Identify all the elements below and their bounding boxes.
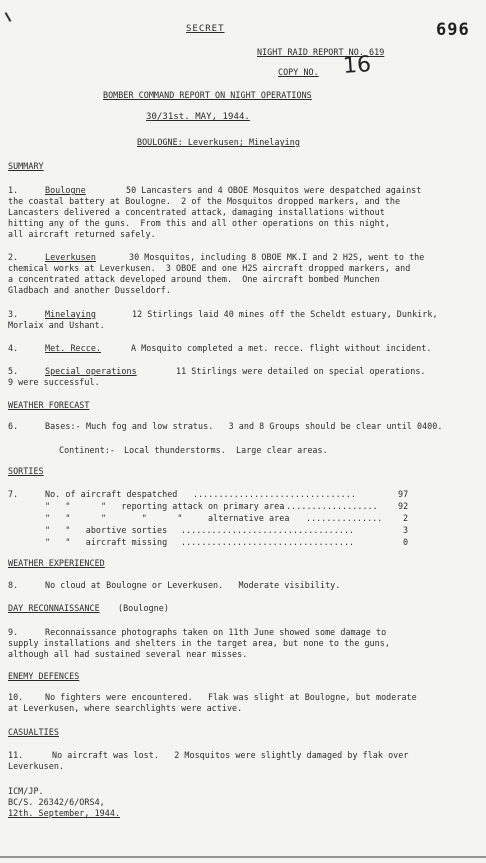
sorties-row-value: 97 <box>398 489 409 499</box>
para-4-heading: Met. Recce. <box>45 343 102 353</box>
page-edge <box>0 856 486 858</box>
sorties-row-label: " " aircraft missing <box>45 537 168 547</box>
para-1-line: all aircraft returned safely. <box>8 229 156 239</box>
section-day-reconnaissance: DAY RECONNAISSANCE <box>8 603 100 613</box>
para-5-line: 11 Stirlings were detailed on special operations. <box>176 366 426 376</box>
para-1-line: hitting any of the guns. From this and all other operations on this night, <box>8 218 390 228</box>
sorties-row-dots: ............... <box>306 513 383 523</box>
forecast-bases-text: Much fog and low stratus. 3 and 8 Groups should be clear until 0400. <box>86 421 443 431</box>
section-summary: SUMMARY <box>8 161 44 171</box>
para-3-line: 12 Stirlings laid 40 mines off the Scheldt estuary, Dunkirk, <box>132 309 438 319</box>
classification-label: SECRET <box>186 24 225 34</box>
casualties-line: Leverkusen. <box>8 761 65 771</box>
sorties-row-dots: .................................. <box>181 525 355 535</box>
day-recon-line: supply installations and shelters in the target area, but none to the guns, <box>8 638 390 648</box>
para-9-number: 9. <box>8 627 19 637</box>
day-recon-target: (Boulogne) <box>118 603 169 613</box>
sorties-row-label: No. of aircraft despatched <box>45 489 178 499</box>
pen-mark <box>5 12 12 22</box>
para-3-number: 3. <box>8 309 19 319</box>
para-2-line: Gladbach and another Dusseldorf. <box>8 285 171 295</box>
day-recon-line: Reconnaissance photographs taken on 11th June showed some damage to <box>45 627 387 637</box>
para-5-heading: Special operations <box>45 366 137 376</box>
report-number: NIGHT RAID REPORT NO. 619 <box>257 47 385 57</box>
section-sorties: SORTIES <box>8 466 44 476</box>
sorties-row-label: " " " " " alternative area <box>45 513 290 523</box>
para-5-number: 5. <box>8 366 19 376</box>
para-10-number: 10. <box>8 692 24 702</box>
forecast-continent-text: Local thunderstorms. Large clear areas. <box>124 445 328 455</box>
sorties-row-dots: ................................ <box>193 489 356 499</box>
para-4-line: A Mosquito completed a met. recce. flight without incident. <box>131 343 432 353</box>
para-2-line: a concentrated attack developed around them. One aircraft bombed Munchen <box>8 274 380 284</box>
sorties-row-dots: .................................. <box>181 537 355 547</box>
section-weather-forecast: WEATHER FORECAST <box>8 400 90 410</box>
copy-number: 16 <box>342 52 372 79</box>
footer-reference: BC/S. 26342/6/ORS4, <box>8 797 105 807</box>
report-date: 30/31st. MAY, 1944. <box>146 112 250 122</box>
footer-initials: ICM/JP. <box>8 786 44 796</box>
forecast-bases-label: Bases:- <box>45 421 81 431</box>
para-1-line: Lancasters delivered a concentrated attack, damaging installations without <box>8 207 385 217</box>
para-6-number: 6. <box>8 421 19 431</box>
sorties-row-dots: ................... <box>281 501 378 511</box>
page-number: 696 <box>436 20 470 40</box>
para-3-heading: Minelaying <box>45 309 96 319</box>
para-3-line: Morlaix and Ushant. <box>8 320 105 330</box>
para-2-heading: Leverkusen <box>45 252 96 262</box>
para-1-line: the coastal battery at Boulogne. 2 of the Mosquitos dropped markers, and the <box>8 196 401 206</box>
copy-label: COPY NO. <box>278 67 319 77</box>
para-2-number: 2. <box>8 252 19 262</box>
para-2-line: 30 Mosquitos, including 8 OBOE MK.I and 2 H2S, went to the <box>129 252 425 262</box>
enemy-defences-line: at Leverkusen, where searchlights were active. <box>8 703 243 713</box>
enemy-defences-line: No fighters were encountered. Flak was slight at Boulogne, but moderate <box>45 692 417 702</box>
para-1-heading: Boulogne <box>45 185 86 195</box>
sorties-row-label: " " abortive sorties <box>45 525 168 535</box>
para-4-number: 4. <box>8 343 19 353</box>
section-casualties: CASUALTIES <box>8 727 59 737</box>
para-7-number: 7. <box>8 489 19 499</box>
sorties-row-value: 2 <box>403 513 409 523</box>
section-weather-experienced: WEATHER EXPERIENCED <box>8 558 105 568</box>
section-enemy-defences: ENEMY DEFENCES <box>8 671 80 681</box>
sorties-row-value: 3 <box>403 525 409 535</box>
footer-date: 12th. September, 1944. <box>8 808 121 818</box>
sorties-row-value: 92 <box>398 501 409 511</box>
forecast-continent-label: Continent:- <box>59 445 116 455</box>
para-8-number: 8. <box>8 580 19 590</box>
para-11-number: 11. <box>8 750 24 760</box>
para-1-line: 50 Lancasters and 4 OBOE Mosquitos were despatched against <box>126 185 422 195</box>
casualties-line: No aircraft was lost. 2 Mosquitos were slightly damaged by flak over <box>52 750 409 760</box>
sorties-row-value: 0 <box>403 537 409 547</box>
weather-experienced-text: No cloud at Boulogne or Leverkusen. Moderate visibility. <box>45 580 341 590</box>
day-recon-line: although all had sustained several near misses. <box>8 649 248 659</box>
para-1-number: 1. <box>8 185 19 195</box>
report-targets: BOULOGNE: Leverkusen; Minelaying <box>137 137 300 147</box>
para-5-line: 9 were successful. <box>8 377 100 387</box>
report-title: BOMBER COMMAND REPORT ON NIGHT OPERATIONS <box>103 90 312 100</box>
para-2-line: chemical works at Leverkusen. 3 OBOE and one H2S aircraft dropped markers, and <box>8 263 411 273</box>
sorties-row-label: " " " reporting attack on primary area <box>45 501 285 511</box>
